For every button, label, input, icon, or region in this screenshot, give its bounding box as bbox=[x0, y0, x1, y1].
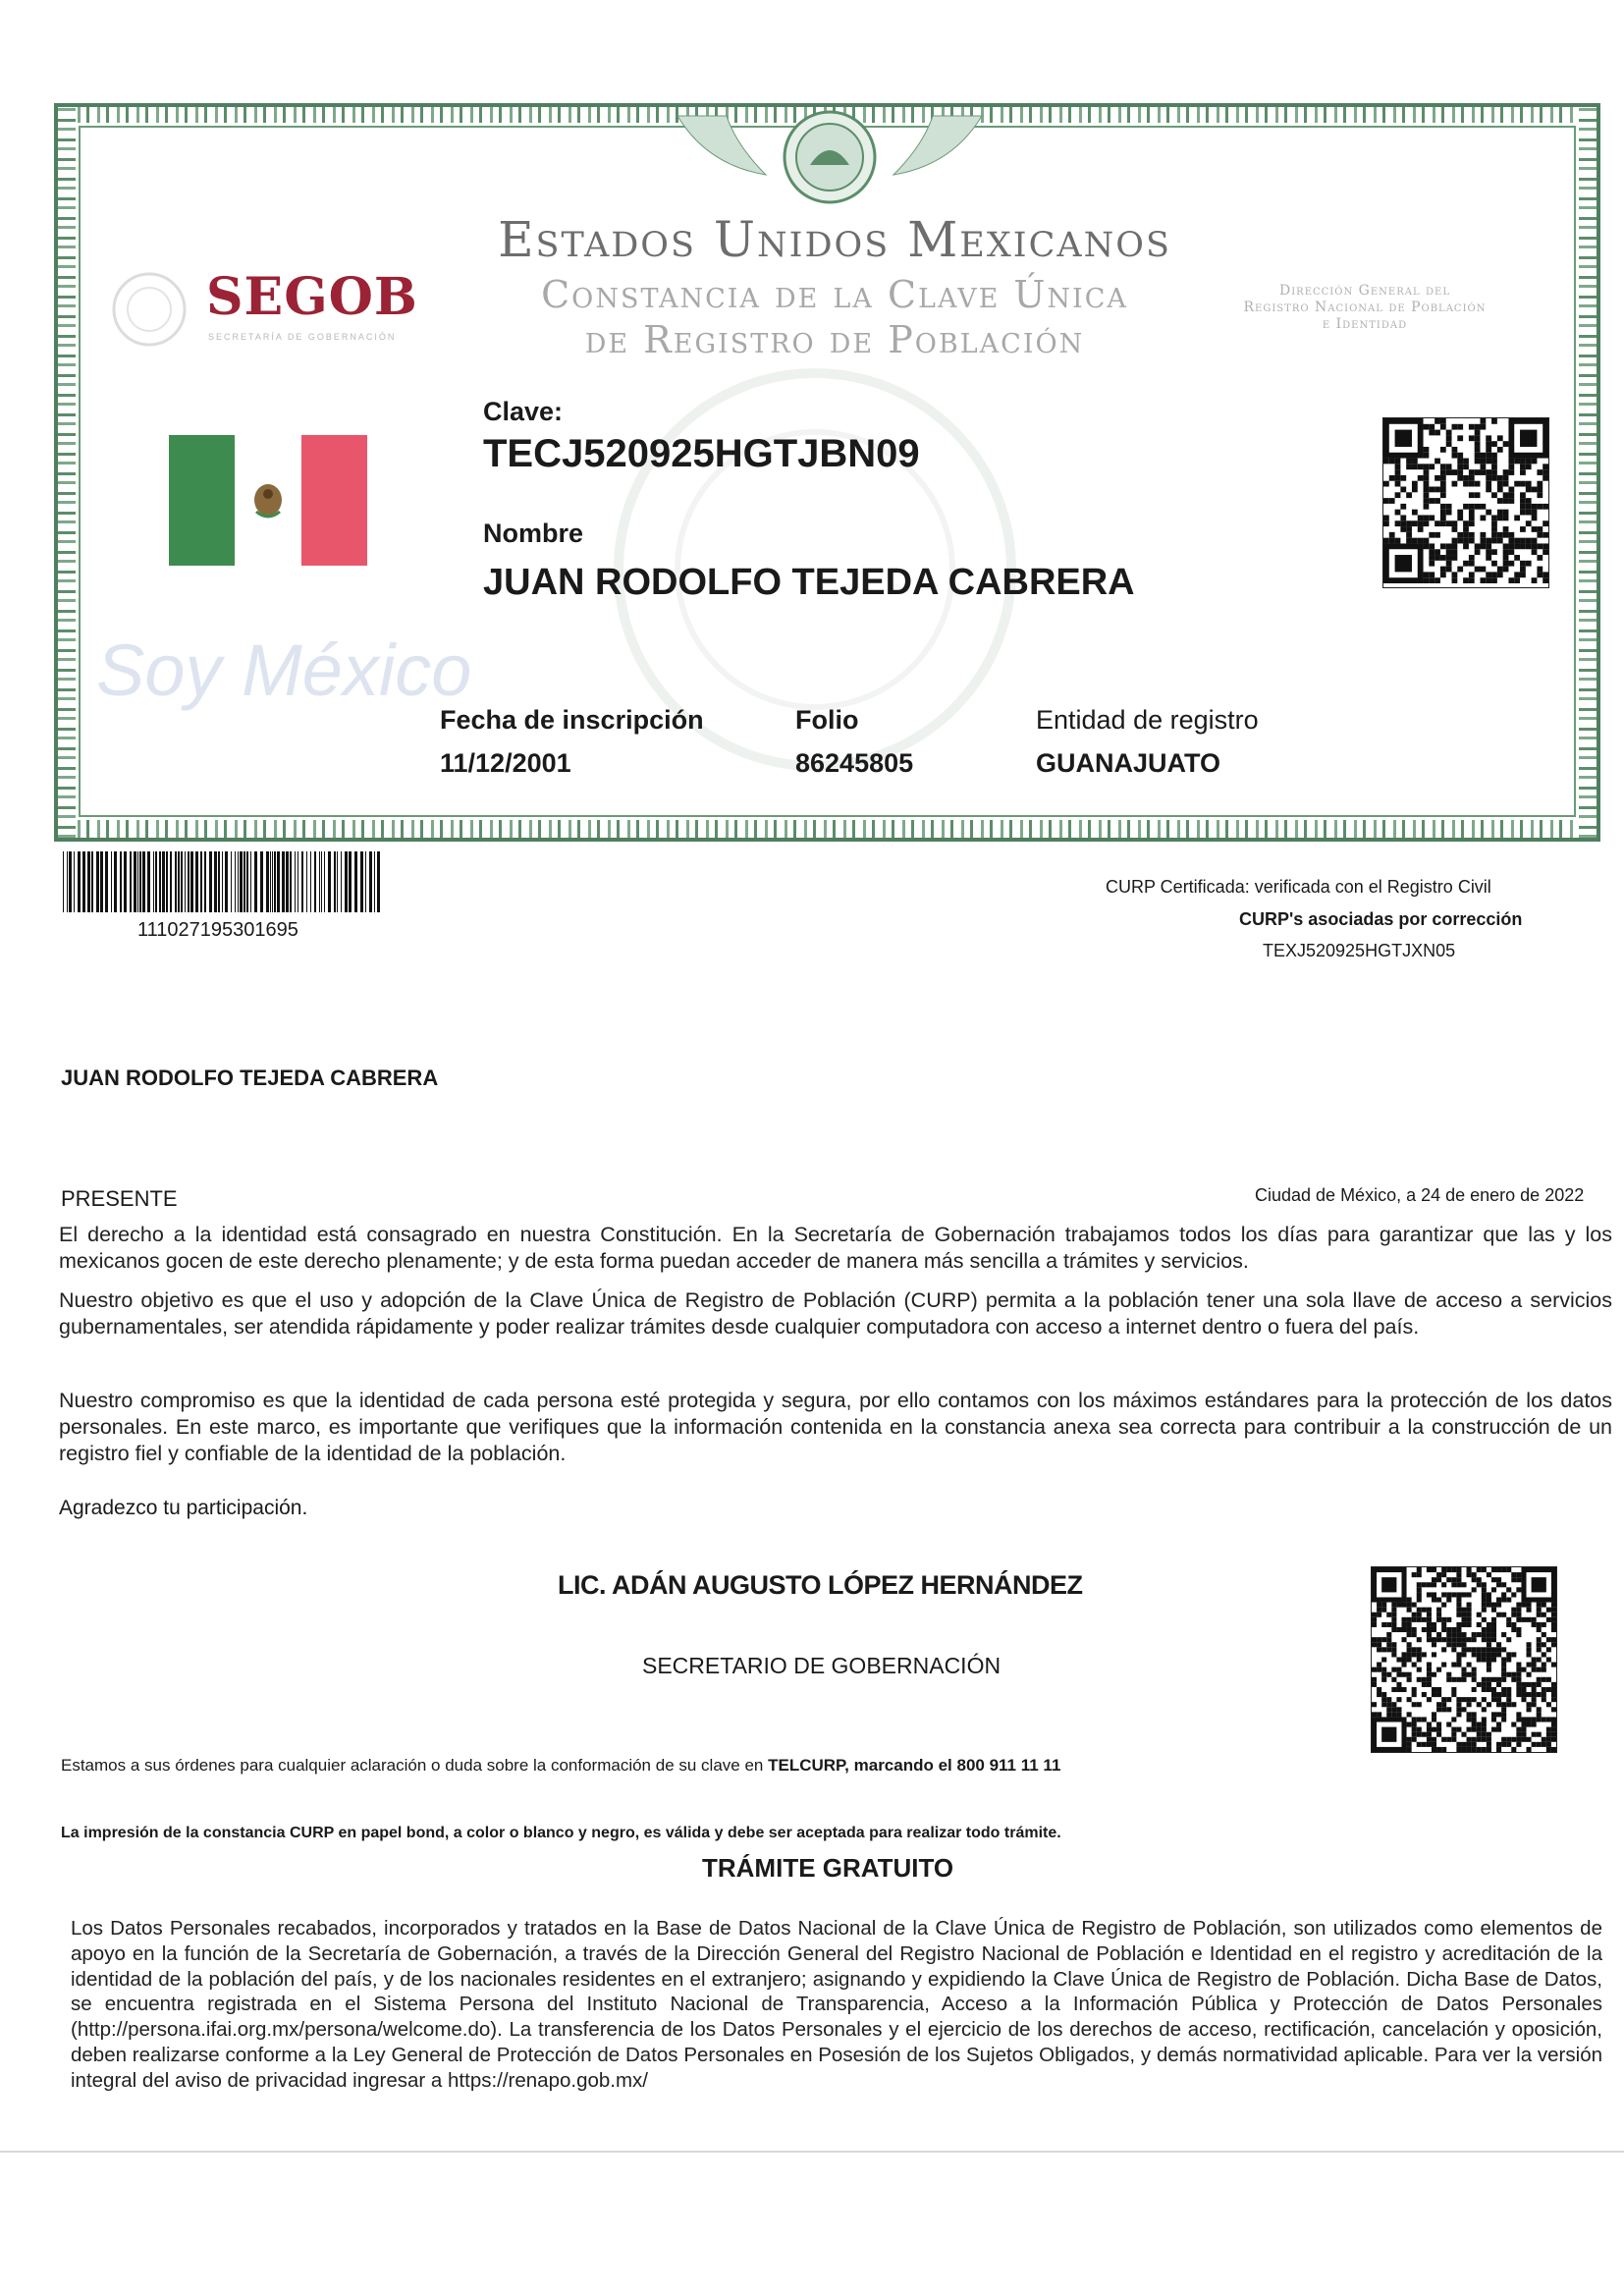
mexican-flag-icon bbox=[169, 435, 367, 566]
frame-border-right bbox=[1579, 107, 1597, 838]
doc-title-line2: de Registro de Población bbox=[584, 318, 1085, 361]
clave-value: TECJ520925HGTJBN09 bbox=[483, 432, 920, 475]
folio-label: Folio bbox=[795, 705, 859, 735]
doc-title-line1: Constancia de la Clave Única bbox=[541, 273, 1128, 316]
contact-phone: TELCURP, marcando el 800 911 11 11 bbox=[768, 1756, 1061, 1775]
qr-code-letter bbox=[1371, 1566, 1557, 1753]
segob-logo: SEGOB bbox=[206, 267, 418, 327]
qr-code-certificate bbox=[1382, 417, 1549, 588]
folio-value: 86245805 bbox=[795, 748, 914, 778]
contact-text: Estamos a sus órdenes para cualquier aclaración o duda sobre la conformación de su clave en bbox=[61, 1756, 769, 1775]
agency-name bbox=[1203, 283, 1527, 333]
entidad-value: GUANAJUATO bbox=[1036, 748, 1221, 778]
entidad-label: Entidad de registro bbox=[1036, 705, 1259, 735]
paragraph-2: Nuestro objetivo es que el uso y adopción de la Clave Única de Registro de Población (CURP) permita a la población tener una sola llave de acceso a servicios gubernamentales, ser atendida rápidamente y poder realizar trámites desde cualquier computadora con acceso a internet dentro o fuera del país. bbox=[59, 1288, 1612, 1339]
free-procedure: TRÁMITE GRATUITO bbox=[702, 1853, 954, 1883]
barcode-number: 111027195301695 bbox=[137, 919, 298, 941]
signer-title: SECRETARIO DE GOBERNACIÓN bbox=[642, 1653, 1001, 1678]
agency-line3: e Identidad bbox=[1322, 316, 1408, 332]
agency-line2: Registro Nacional de Población bbox=[1243, 300, 1487, 315]
qr-code-pattern-bottom bbox=[1372, 1567, 1556, 1752]
soy-mexico-watermark: Soy México bbox=[96, 629, 472, 711]
curp-asociadas-value: TEXJ520925HGTJXN05 bbox=[1263, 941, 1456, 960]
thanks: Agradezco tu participación. bbox=[59, 1497, 308, 1519]
fecha-label: Fecha de inscripción bbox=[440, 705, 704, 735]
barcode-icon bbox=[63, 851, 387, 916]
fecha-value: 11/12/2001 bbox=[440, 748, 571, 778]
place-date: Ciudad de México, a 24 de enero de 2022 bbox=[1255, 1185, 1585, 1205]
nombre-label: Nombre bbox=[483, 519, 584, 548]
segob-emblem-icon bbox=[110, 270, 189, 349]
frame-border-left bbox=[58, 107, 76, 838]
clave-label: Clave: bbox=[483, 397, 564, 426]
page-divider bbox=[0, 2151, 1624, 2153]
segob-subtitle: SECRETARÍA DE GOBERNACIÓN bbox=[208, 332, 397, 342]
presente: PRESENTE bbox=[61, 1186, 178, 1211]
national-seal-icon bbox=[668, 106, 992, 214]
frame-border-bottom bbox=[58, 820, 1597, 838]
contact-line bbox=[61, 1756, 1060, 1776]
agency-line1: Dirección General del bbox=[1279, 283, 1450, 299]
recipient-name: JUAN RODOLFO TEJEDA CABRERA bbox=[61, 1066, 439, 1090]
curp-certificada: CURP Certificada: verificada con el Registro Civil bbox=[1106, 877, 1491, 897]
paragraph-1: El derecho a la identidad está consagrado en nuestra Constitución. En la Secretaría de Gobernación trabajamos todos los días para garantizar que las y los mexicanos gocen de este derecho plenamente; y de esta forma puedan acceder de manera más sencilla a trámites y servicios. bbox=[59, 1223, 1612, 1273]
privacy-notice: Los Datos Personales recabados, incorporados y tratados en la Base de Datos Nacional de la Clave Única de Registro de Población, son utilizados como elementos de apoyo en la función de la Secretaría de Gobernación, a través de la Dirección General del Registro Nacional de Población e Identidad en el registro y acreditación de la identidad de la población del país, y de los nacionales residentes en el extranjero; asignando y expidiendo la Clave Única de Registro de Población. Dicha Base de Datos, se encuentra registrada en el Sistema Persona del Instituto Nacional de Transparencia, Acceso a la Información Pública y Protección de Datos Personales (http://persona.ifai.org.mx/persona/welcome.do). La transferencia de los Datos Personales y el ejercicio de los derechos de acceso, rectificación, cancelación y oposición, deben realizarse conforme a la Ley General de Protección de Datos Personales en Posesión de los Sujetos Obligados, y demás normatividad aplicable. Para ver la versión integral del aviso de privacidad ingresar a https://renapo.gob.mx/ bbox=[71, 1917, 1602, 2092]
signer-name: LIC. ADÁN AUGUSTO LÓPEZ HERNÁNDEZ bbox=[558, 1570, 1083, 1600]
country-title: Estados Unidos Mexicanos bbox=[498, 211, 1171, 268]
validity-note: La impresión de la constancia CURP en papel bond, a color o blanco y negro, es válida y debe ser aceptada para realizar todo trámite. bbox=[61, 1825, 1061, 1841]
paragraph-3: Nuestro compromiso es que la identidad de cada persona esté protegida y segura, por ello contamos con los máximos estándares para la protección de los datos personales. En este marco, es importante que verifiques que la información contenida en la constancia anexa sea correcta para contribuir a la construcción de un registro fiel y confiable de la identidad de la población. bbox=[59, 1389, 1612, 1465]
curp-asociadas-label: CURP's asociadas por corrección bbox=[1239, 909, 1523, 929]
nombre-value: JUAN RODOLFO TEJEDA CABRERA bbox=[483, 562, 1135, 603]
qr-code-pattern-top bbox=[1383, 418, 1548, 587]
